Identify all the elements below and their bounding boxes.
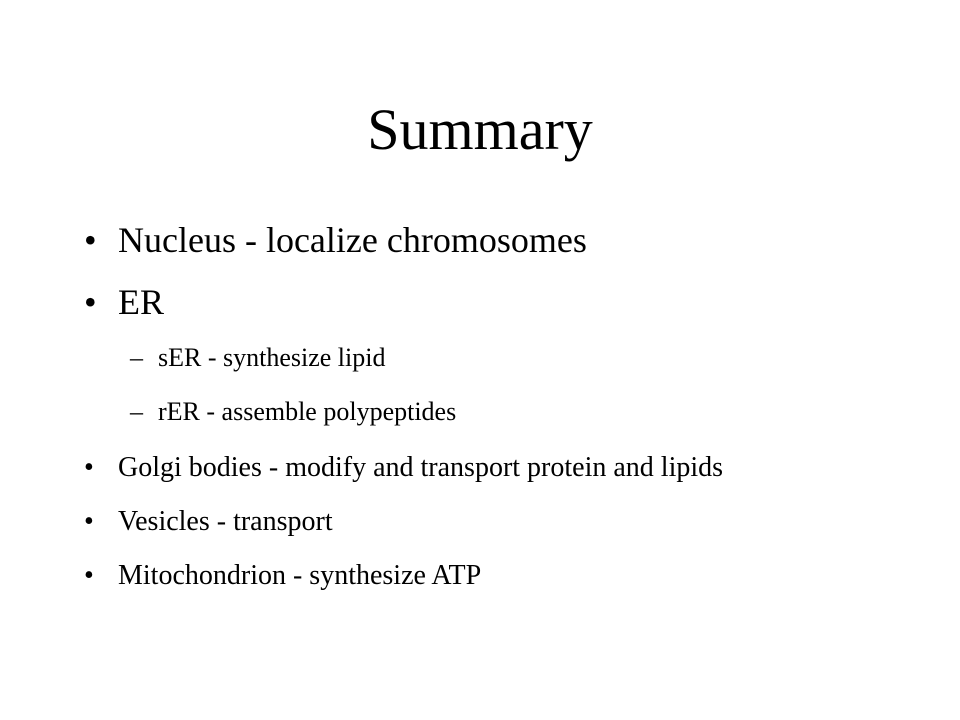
bullet-icon: • <box>84 506 94 537</box>
dash-icon: – <box>130 397 143 426</box>
list-item-text: Vesicles - transport <box>118 506 333 537</box>
list-item-er <box>84 277 884 327</box>
bullet-icon: • <box>84 220 97 260</box>
list-item-text: Golgi bodies - modify and transport protein and lipids <box>118 452 724 483</box>
bullet-list <box>84 215 884 613</box>
list-item-mitochondrion <box>84 559 884 593</box>
list-subitem-rer <box>84 395 884 429</box>
list-item-text: Nucleus - localize chromosomes <box>118 220 587 260</box>
list-item-text: rER - assemble polypeptides <box>158 397 457 426</box>
list-item-golgi <box>84 451 884 485</box>
bullet-icon: • <box>84 560 94 591</box>
list-item-text: ER <box>118 282 165 322</box>
list-item-text: Mitochondrion - synthesize ATP <box>118 560 482 591</box>
slide-title: Summary <box>367 97 593 162</box>
list-item-nucleus <box>84 215 884 265</box>
list-subitem-ser <box>84 341 884 375</box>
bullet-icon: • <box>84 452 94 483</box>
dash-icon: – <box>130 343 143 372</box>
list-item-vesicles <box>84 505 884 539</box>
bullet-icon: • <box>84 282 97 322</box>
list-item-text: sER - synthesize lipid <box>158 343 386 372</box>
